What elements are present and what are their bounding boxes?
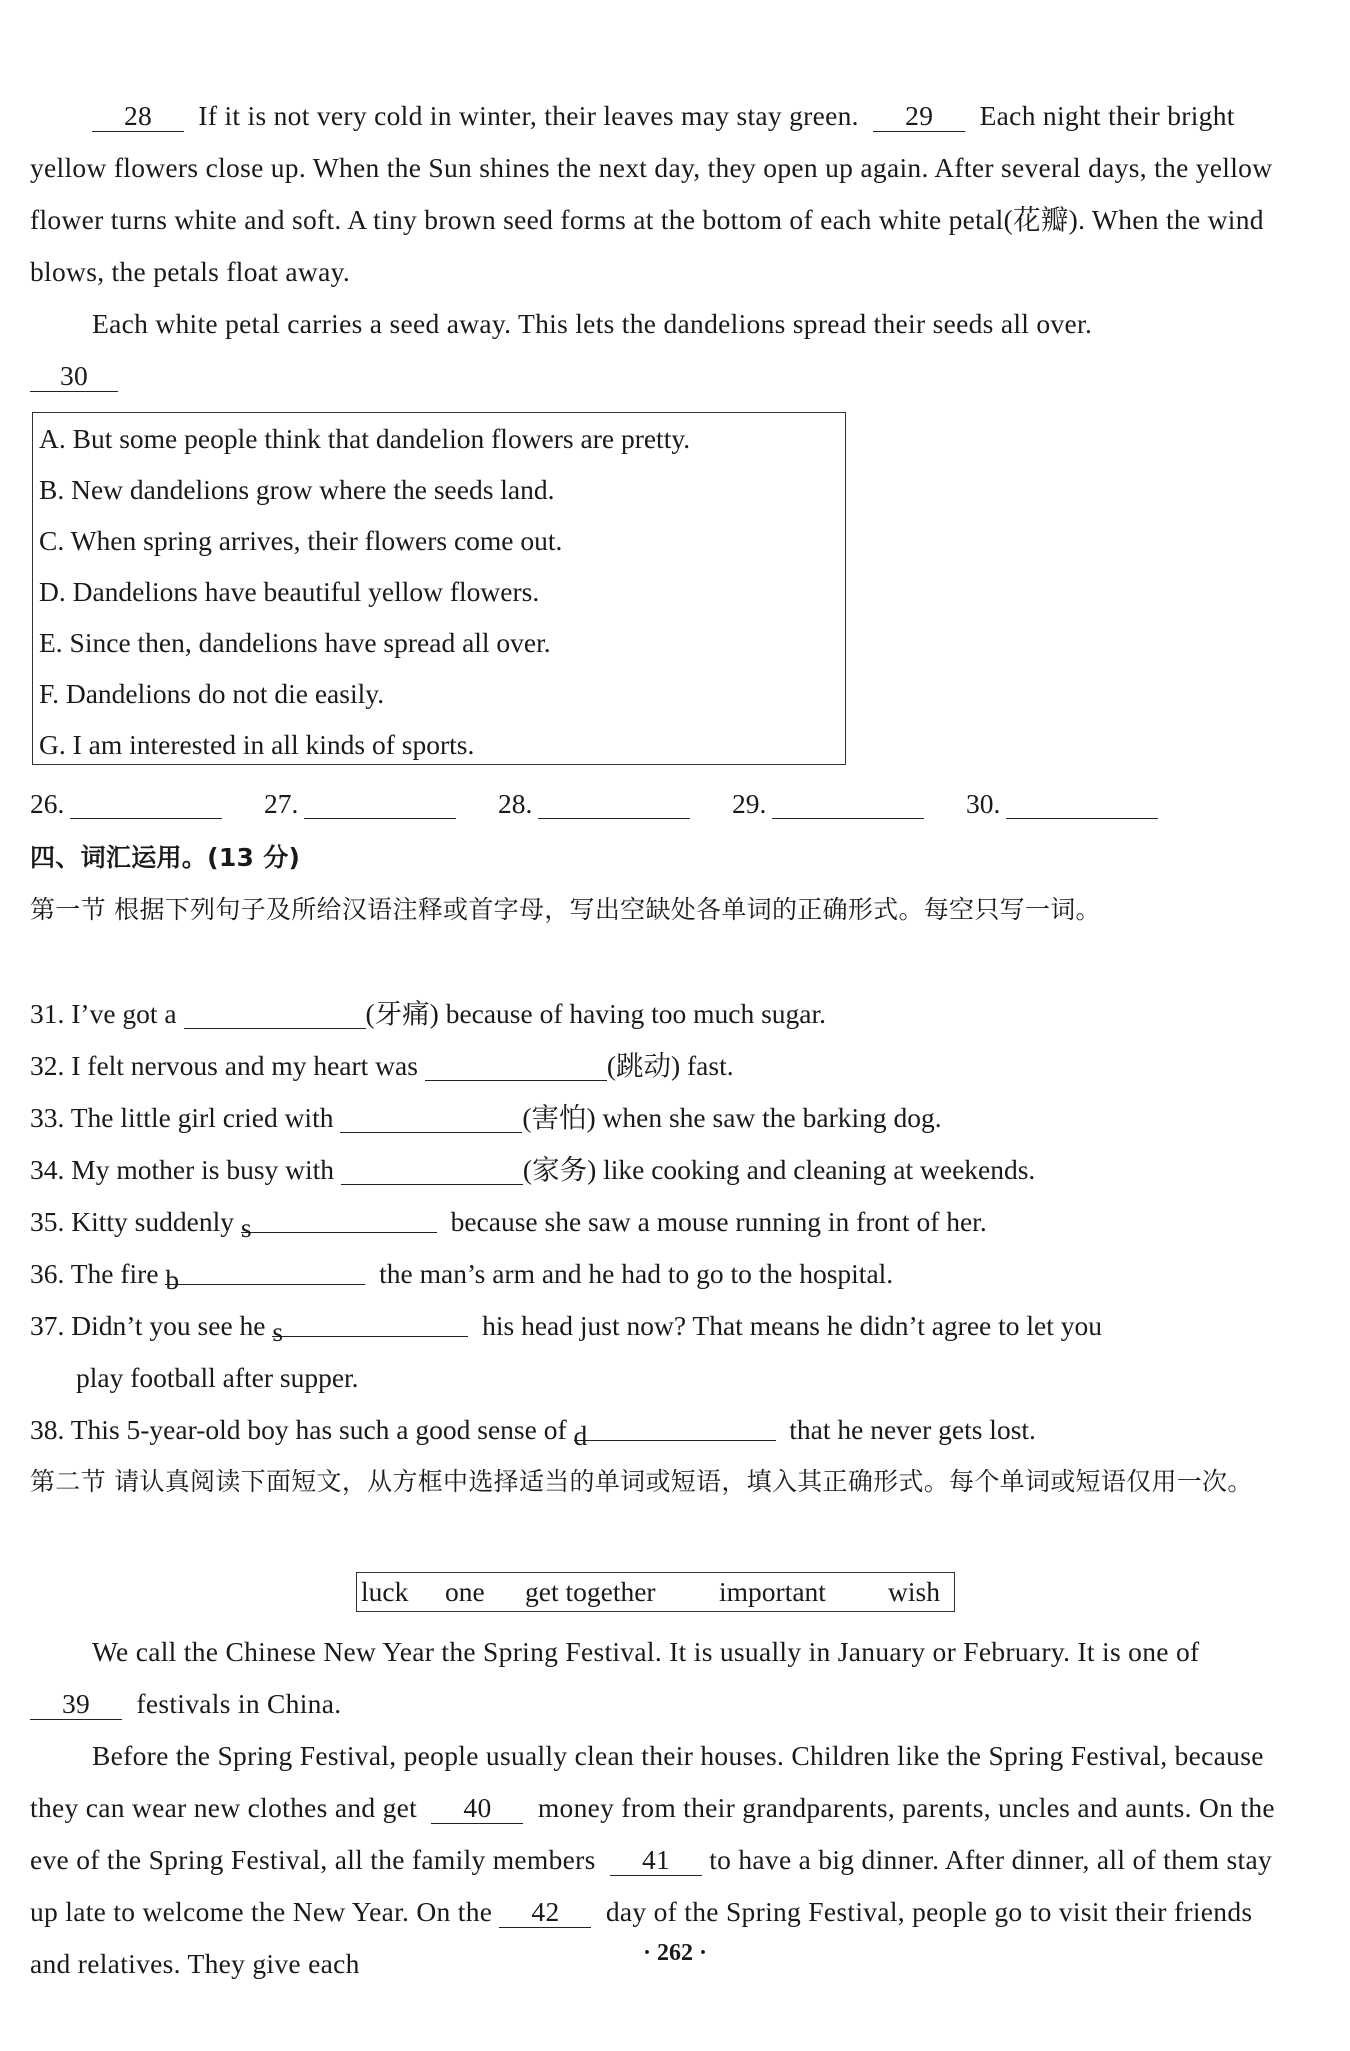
question-text: because she saw a mouse running in front of her. xyxy=(450,1206,987,1237)
answer-blank[interactable] xyxy=(1006,788,1158,819)
answer-blank[interactable] xyxy=(304,788,456,819)
blank-42[interactable]: 42 xyxy=(499,1897,591,1928)
word-box xyxy=(356,1572,955,1612)
question-text: 32. I felt nervous and my heart was xyxy=(30,1050,418,1081)
question-35 xyxy=(30,1196,987,1248)
question-32 xyxy=(30,1040,734,1092)
question-text: that he never gets lost. xyxy=(789,1414,1036,1445)
answer-label: 30. xyxy=(966,788,1001,819)
answer-label: 28. xyxy=(498,788,533,819)
word-option: get together xyxy=(525,1576,656,1607)
initial-letter: s xyxy=(240,1212,252,1243)
question-text: 38. This 5-year-old boy has such a good sense of xyxy=(30,1414,567,1445)
question-37 xyxy=(30,1300,1102,1352)
question-36 xyxy=(30,1248,893,1300)
answer-blank[interactable] xyxy=(272,1306,468,1347)
answer-blank[interactable] xyxy=(70,788,222,819)
blank-39[interactable]: 39 xyxy=(30,1689,122,1720)
option-b: B. New dandelions grow where the seeds land. xyxy=(39,474,555,505)
answer-label: 27. xyxy=(264,788,299,819)
answer-blank[interactable] xyxy=(425,1050,607,1081)
question-text: (害怕) when she saw the barking dog. xyxy=(522,1102,942,1133)
initial-letter: b xyxy=(165,1264,180,1295)
passage-text: their bright yellow flowers close up. When the Sun shines the next day, they open up again. After several days, the yellow flower turns white and soft. A tiny brown seed forms at the bottom of each white petal(花瓣). When the wind blows, the petals float away. xyxy=(30,100,1273,287)
passage-text: festivals in China. xyxy=(136,1688,342,1719)
question-text: (牙痛) because of having too much sugar. xyxy=(365,998,827,1029)
page-number: · 262 · xyxy=(642,1940,707,1966)
answer-blank[interactable] xyxy=(772,788,924,819)
festival-paragraph-1 xyxy=(30,1626,1285,1730)
option-a: A. But some people think that dandelion flowers are pretty. xyxy=(39,423,691,454)
blank-30[interactable]: 30 xyxy=(30,361,118,392)
option-f: F. Dandelions do not die easily. xyxy=(39,678,385,709)
answer-blank[interactable] xyxy=(573,1410,776,1451)
question-37-cont: play football after supper. xyxy=(76,1362,359,1393)
question-33 xyxy=(30,1092,942,1144)
word-option: important xyxy=(719,1576,826,1607)
passage-text: Each night xyxy=(979,100,1101,131)
initial-letter: s xyxy=(272,1316,284,1347)
word-option: one xyxy=(445,1576,485,1607)
answer-label: 29. xyxy=(732,788,767,819)
question-text: 36. The fire xyxy=(30,1258,159,1289)
answer-blank[interactable] xyxy=(341,1154,523,1185)
question-text: the man’s arm and he had to go to the hospital. xyxy=(379,1258,894,1289)
option-g: G. I am interested in all kinds of sports. xyxy=(39,729,475,760)
question-text: 37. Didn’t you see he xyxy=(30,1310,266,1341)
passage-text: We call the Chinese New Year the Spring Festival. It is usually in January or February. It is one of xyxy=(92,1636,1200,1667)
passage-blank-line xyxy=(30,350,1285,402)
blank-40[interactable]: 40 xyxy=(431,1793,523,1824)
answer-blank[interactable] xyxy=(165,1254,365,1295)
passage-text: money from their grandparents, parents, uncles and aunts. On the eve of the Spring Festival, all the family members xyxy=(30,1792,1275,1875)
answer-blank[interactable] xyxy=(538,788,690,819)
passage-text: day of the Spring Festival, people go to visit their friends and relatives. They give each xyxy=(30,1896,1253,1979)
option-e: E. Since then, dandelions have spread all over. xyxy=(39,627,551,658)
question-text: 33. The little girl cried with xyxy=(30,1102,334,1133)
answer-27 xyxy=(264,782,456,826)
passage-paragraph-2 xyxy=(30,298,1285,350)
answer-label: 26. xyxy=(30,788,65,819)
blank-28[interactable]: 28 xyxy=(92,101,184,132)
question-38 xyxy=(30,1404,1036,1456)
question-text: 35. Kitty suddenly xyxy=(30,1206,234,1237)
question-text: 31. I’ve got a xyxy=(30,998,177,1029)
answer-blank[interactable] xyxy=(340,1102,522,1133)
question-34 xyxy=(30,1144,1035,1196)
passage-text: to have a big dinner. After dinner, all of them stay up late to welcome the New Year. On the xyxy=(30,1844,1273,1927)
question-text: (家务) like cooking and cleaning at weekends. xyxy=(522,1154,1036,1185)
passage-text: If it is not very cold in winter, their leaves may stay green. xyxy=(198,100,859,131)
question-text: his head just now? That means he didn’t agree to let you xyxy=(482,1310,1103,1341)
blank-29[interactable]: 29 xyxy=(873,101,965,132)
question-text: 34. My mother is busy with xyxy=(30,1154,335,1185)
option-c: C. When spring arrives, their flowers come out. xyxy=(39,525,563,556)
answer-28 xyxy=(498,782,690,826)
answer-26 xyxy=(30,782,222,826)
initial-letter: d xyxy=(573,1420,588,1451)
word-option: luck xyxy=(361,1576,409,1607)
question-31 xyxy=(30,988,826,1040)
answer-30 xyxy=(966,782,1158,826)
part2-instruction: 第二节 请认真阅读下面短文，从方框中选择适当的单词或短语，填入其正确形式。每个单词或短语仅用一次。 xyxy=(30,1467,1253,1496)
word-option: wish xyxy=(888,1576,940,1607)
section-title: 四、词汇运用。(13 分) xyxy=(30,843,301,872)
passage-paragraph-1 xyxy=(30,90,1285,298)
passage-text: Before the Spring Festival, people usually clean their houses. Children like the Spring Festival, because they can wear new clothes and get xyxy=(30,1740,1264,1823)
passage-text: Each white petal carries a seed away. This lets the dandelions spread their seeds all over. xyxy=(92,308,1093,339)
question-text: (跳动) fast. xyxy=(606,1050,734,1081)
part1-instruction: 第一节 根据下列句子及所给汉语注释或首字母，写出空缺处各单词的正确形式。每空只写一词。 xyxy=(30,895,1101,924)
blank-41[interactable]: 41 xyxy=(610,1845,702,1876)
answer-blank[interactable] xyxy=(184,998,366,1029)
options-box xyxy=(32,412,846,765)
answer-29 xyxy=(732,782,924,826)
option-d: D. Dandelions have beautiful yellow flowers. xyxy=(39,576,540,607)
answer-blank[interactable] xyxy=(240,1202,437,1243)
